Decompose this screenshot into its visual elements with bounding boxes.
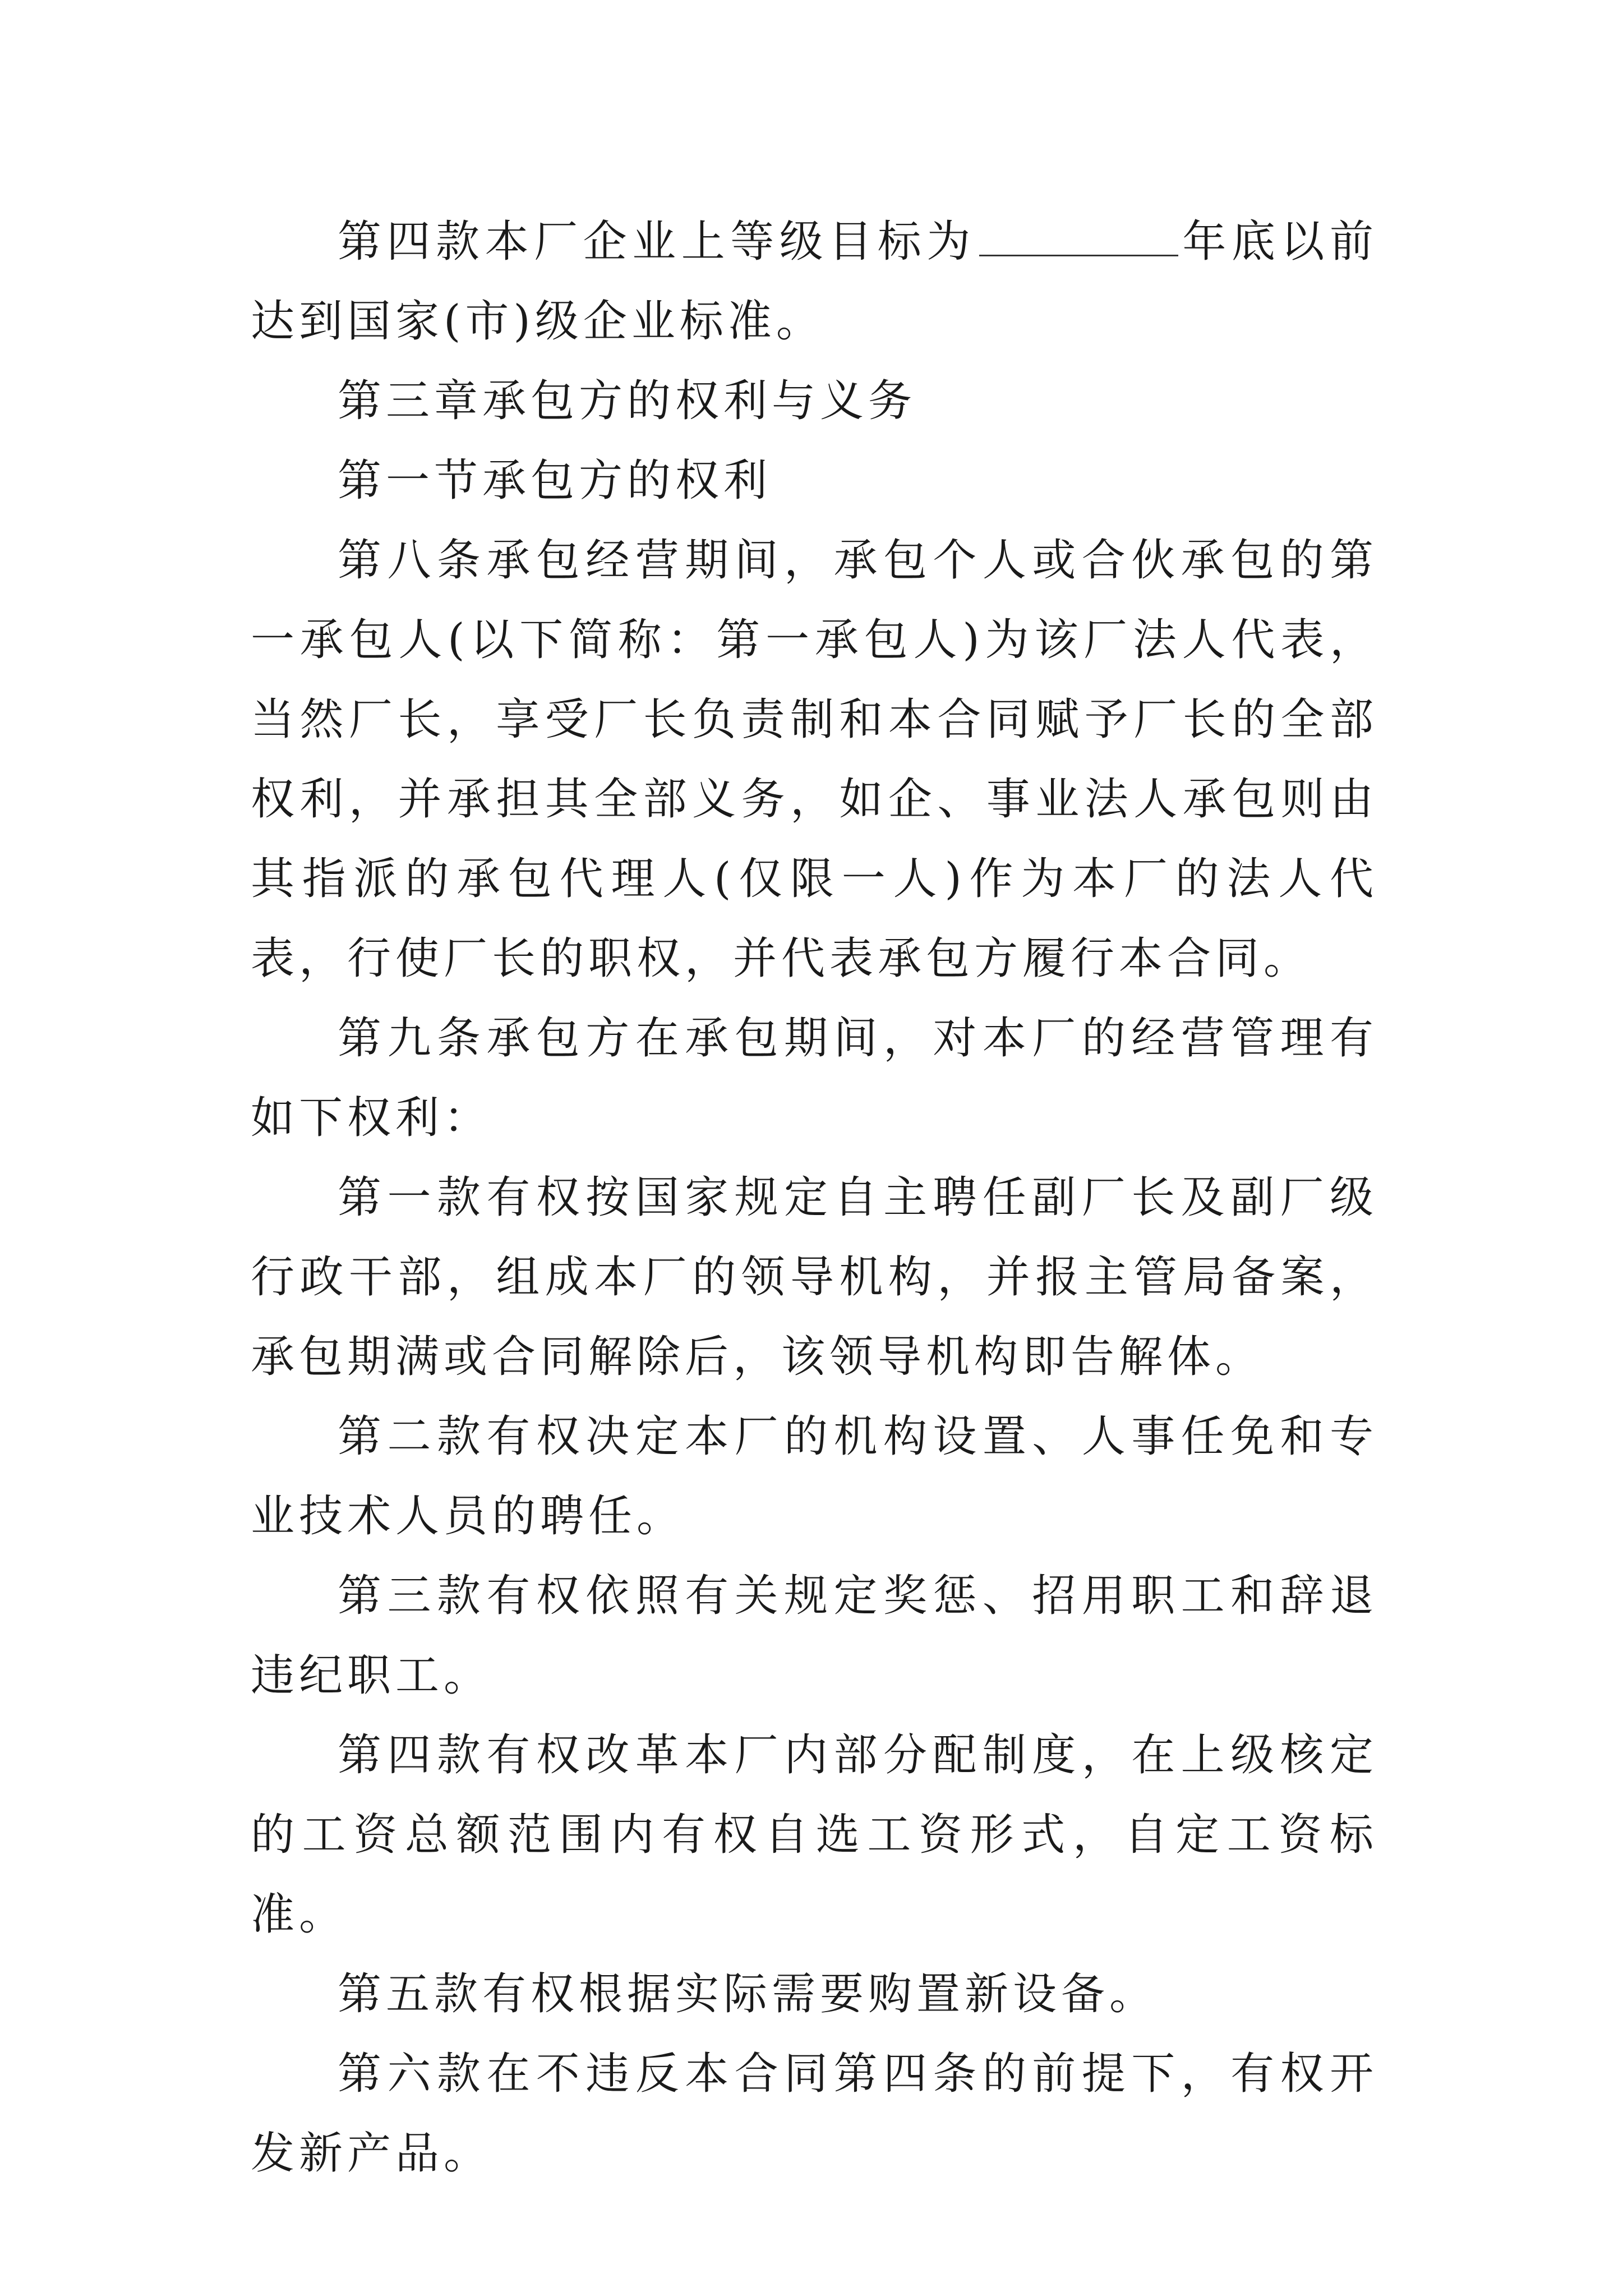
article-nine-paragraph: 第九条承包方在承包期间，对本厂的经营管理有如下权利： xyxy=(251,1013,1378,1143)
paragraph-text: 第四款本厂企业上等级目标为 xyxy=(338,217,976,267)
clause-four-paragraph: 第四款有权改革本厂内部分配制度，在上级核定的工资总额范围内有权自选工资形式，自定工资标准。 xyxy=(251,1730,1378,1940)
document-body xyxy=(251,202,1378,2193)
article-eight-paragraph: 第八条承包经营期间，承包个人或合伙承包的第一承包人(以下简称：第一承包人)为该厂法人代表，当然厂长，享受厂长负责制和本合同赋予厂长的全部权利，并承担其全部义务，如企、事业法人承包则由其指派的承包代理人(仅限一人)作为本厂的法人代表，行使厂长的职权，并代表承包方履行本合同。 xyxy=(251,535,1378,984)
paragraph-text: 年底以前达到国家(市)级企业标准。 xyxy=(251,217,1378,347)
clause-six-paragraph: 第六款在不违反本合同第四条的前提下，有权开发新产品。 xyxy=(251,2049,1378,2179)
chapter-heading: 第三章承包方的权利与义务 xyxy=(338,376,917,426)
clause-three-paragraph: 第三款有权依照有关规定奖惩、招用职工和辞退违纪职工。 xyxy=(251,1571,1378,1701)
fill-in-blank[interactable] xyxy=(979,221,1178,256)
clause-one-paragraph: 第一款有权按国家规定自主聘任副厂长及副厂级行政干部，组成本厂的领导机构，并报主管局备案，承包期满或合同解除后，该领导机构即告解体。 xyxy=(251,1172,1378,1382)
section-heading: 第一节承包方的权利 xyxy=(338,455,772,506)
clause-five-paragraph: 第五款有权根据实际需要购置新设备。 xyxy=(338,1969,1158,2019)
clause-two-paragraph: 第二款有权决定本厂的机构设置、人事任免和专业技术人员的聘任。 xyxy=(251,1411,1378,1542)
paragraph-upgrade-target xyxy=(251,202,1378,361)
